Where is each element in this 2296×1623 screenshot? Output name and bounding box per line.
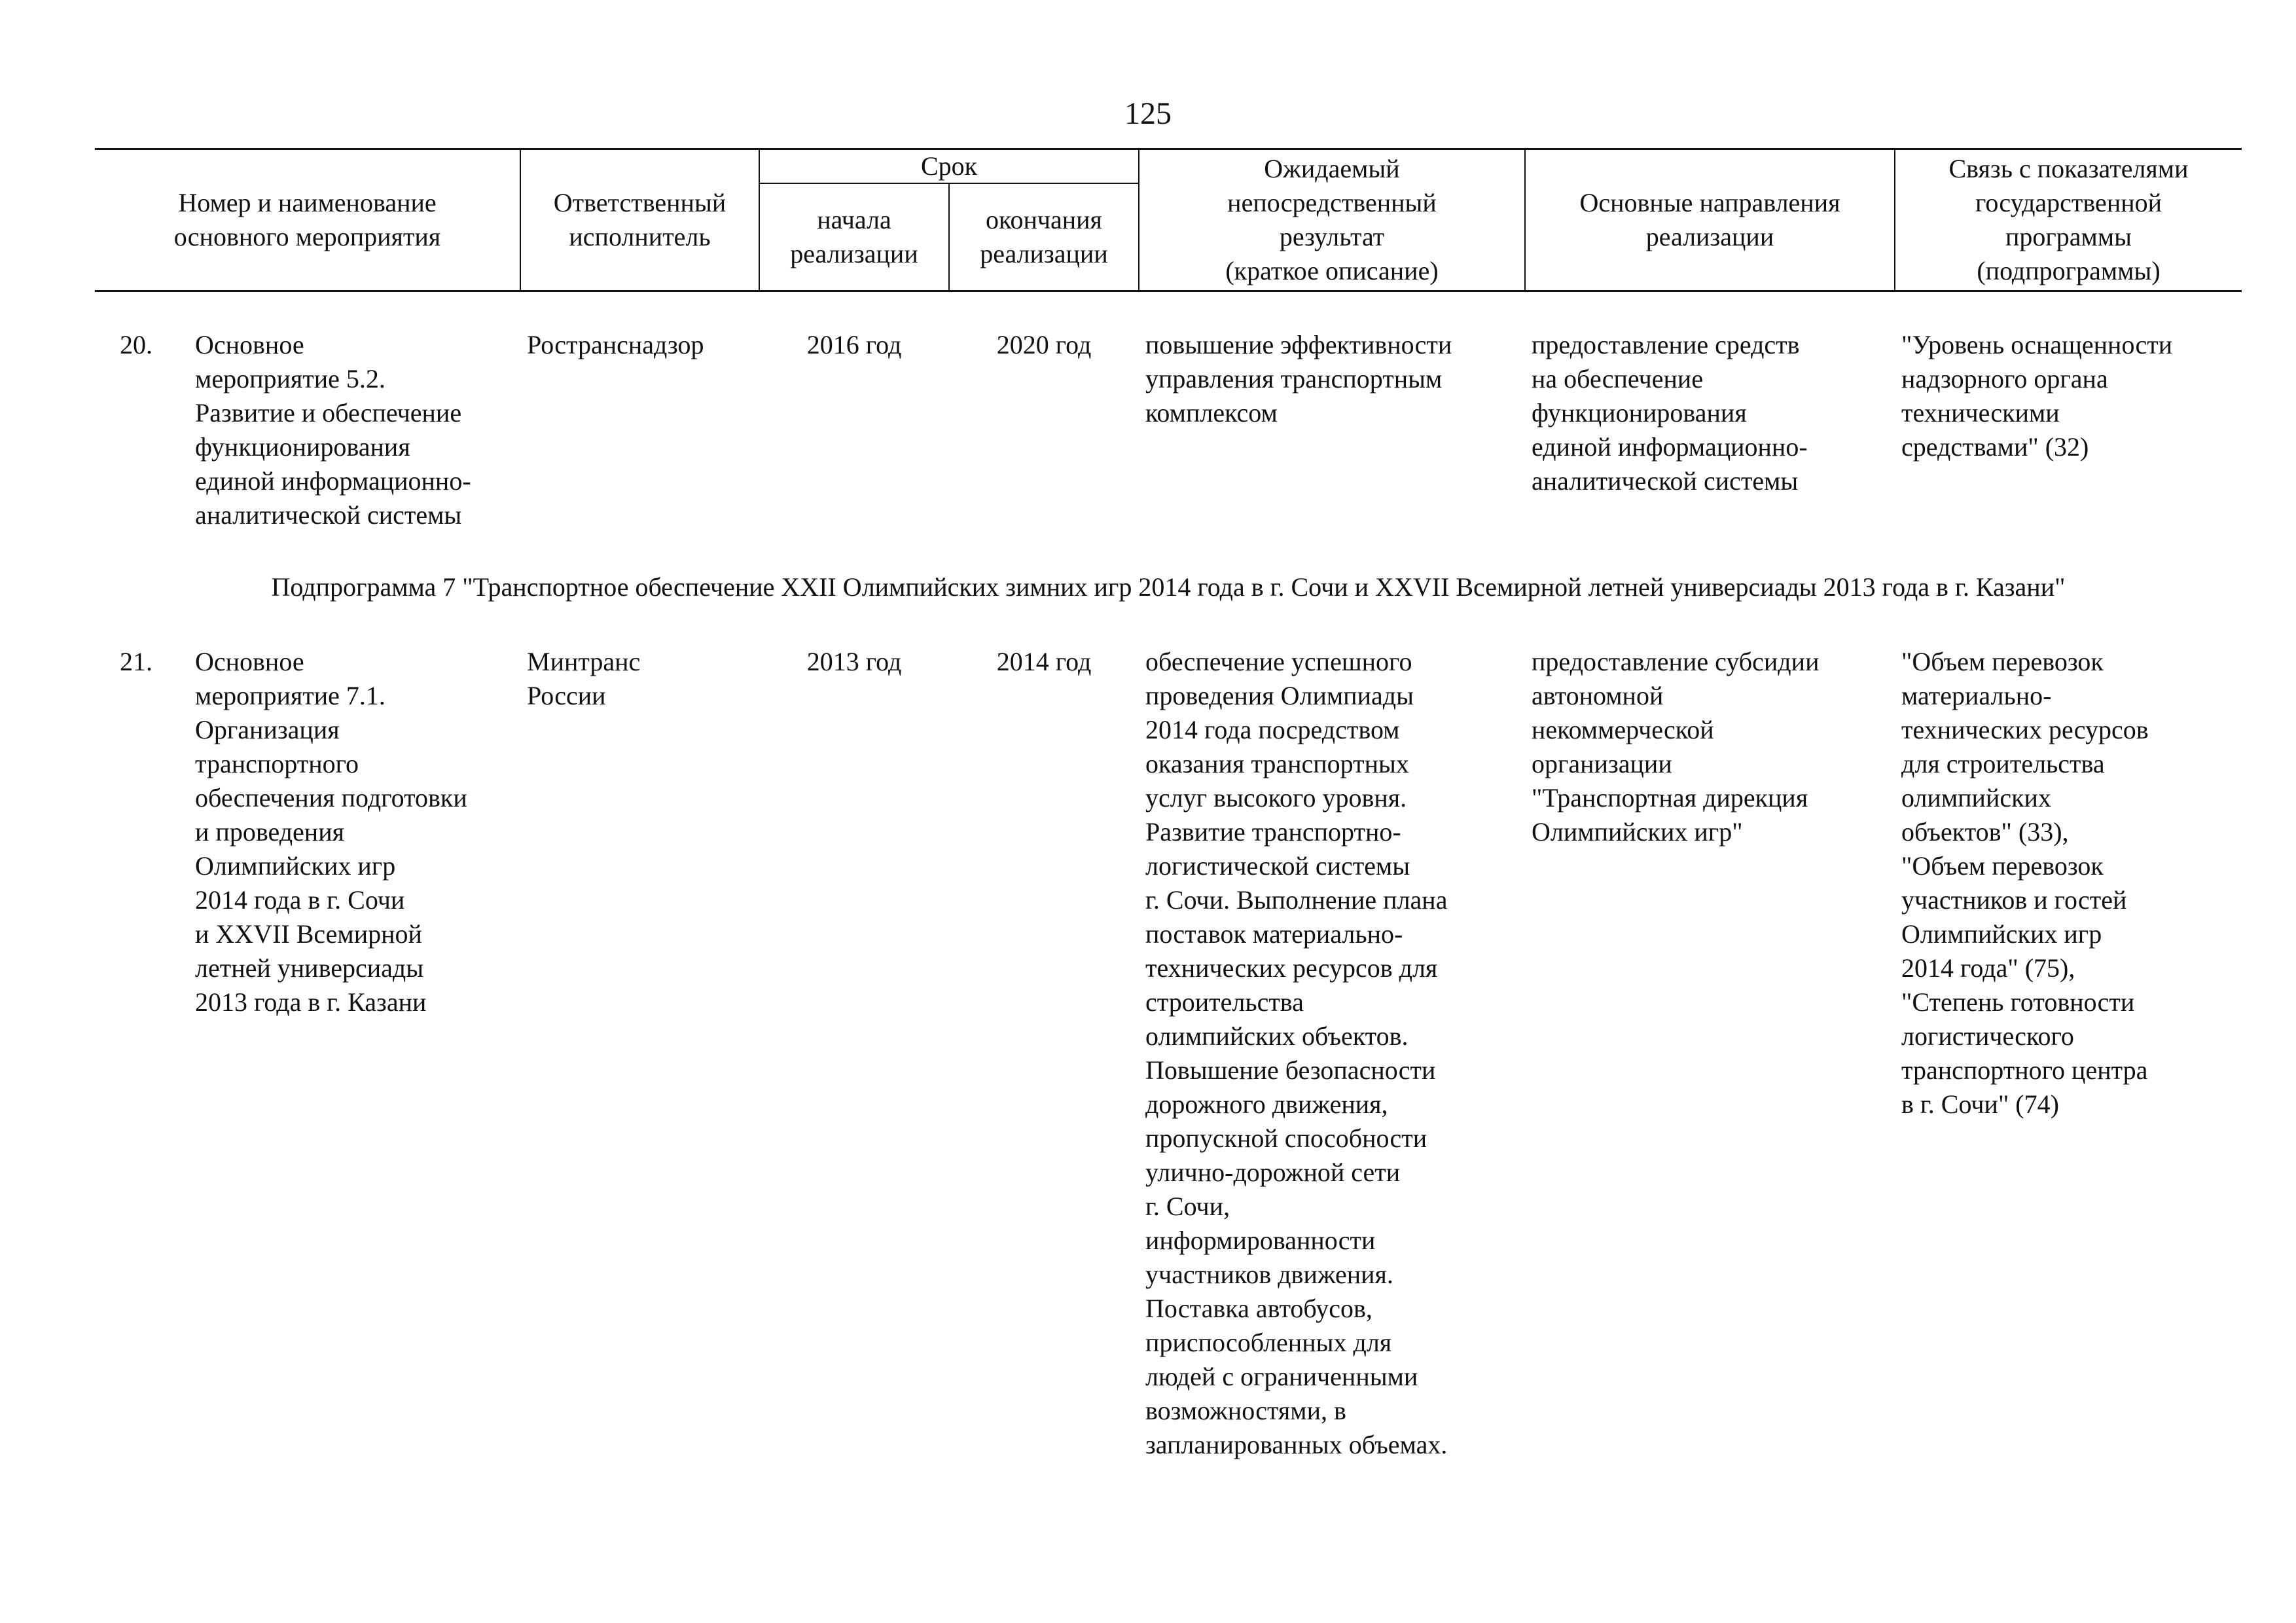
measure-name: Основное мероприятие 5.2. Развитие и обеспечение функционирования единой информационно- аналитической системы <box>195 330 471 530</box>
header-expected-result: Ожидаемый непосредственный результат (краткое описание) <box>1139 149 1525 291</box>
executor: Минтранс России <box>527 647 641 710</box>
measure-name-cell <box>95 645 520 1476</box>
page-number: 125 <box>1124 96 1172 131</box>
table-row <box>95 645 2242 1476</box>
row-number: 21. <box>120 647 152 676</box>
expected-result: повышение эффективности управления транспортным комплексом <box>1145 330 1452 428</box>
header-measure-name: Номер и наименование основного мероприятия <box>95 149 520 291</box>
header-main-directions: Основные направления реализации <box>1525 149 1895 291</box>
executor: Ространснадзор <box>527 330 704 359</box>
row-number: 20. <box>120 330 152 359</box>
header-period: Срок <box>759 149 1139 184</box>
main-directions: предоставление субсидии автономной некоммерческой организации "Транспортная дирекция Олимпийских игр" <box>1532 647 1820 847</box>
main-directions: предоставление средств на обеспечение функционирования единой информационно- аналитической системы <box>1532 330 1808 496</box>
start-year: 2016 год <box>806 330 902 359</box>
end-year: 2020 год <box>996 330 1092 359</box>
header-start: начала реализации <box>759 183 949 291</box>
subprogram-row <box>95 547 2242 645</box>
indicator-link: "Объем перевозок материально- технических ресурсов для строительства олимпийских объектов" (33), "Объем перевозок участников и гостей Олимпийских игр 2014 года" (75), "Степень готовности логистического транспортного центра в г. Сочи" (74) <box>1901 647 2149 1119</box>
header-executor: Ответственный исполнитель <box>520 149 759 291</box>
expected-result: обеспечение успешного проведения Олимпиады 2014 года посредством оказания транспортных услуг высокого уровня. Развитие транспортно- логистической системы г. Сочи. Выполнение плана поставок материально- технических ресурсов для строительства олимпийских объектов. Повышение безопасности дорожного движения, пропускной способности улично-дорожной сети г. Сочи, информированности участников движения. Поставка автобусов, приспособленных для людей с ограниченными возможностями, в запланированных объемах. <box>1145 647 1448 1459</box>
header-end: окончания реализации <box>949 183 1139 291</box>
measure-name: Основное мероприятие 7.1. Организация транспортного обеспечения подготовки и проведения Олимпийских игр 2014 года в г. Сочи и XXVII Всемирной летней универсиады 2013 года в г. Казани <box>195 647 467 1017</box>
measure-name-cell <box>95 328 520 547</box>
indicator-link: "Уровень оснащенности надзорного органа техническими средствами" (32) <box>1901 330 2173 462</box>
subprogram-title: Подпрограмма 7 "Транспортное обеспечение XXII Олимпийских зимних игр 2014 года в г. Сочи и XXVII Всемирной летней универсиады 2013 года в г. Казани" <box>271 572 2066 602</box>
measures-table <box>95 148 2242 1476</box>
header-indicator-link: Связь с показателями государственной программы (подпрограммы) <box>1895 149 2242 291</box>
table-row <box>95 328 2242 547</box>
start-year: 2013 год <box>806 647 902 676</box>
end-year: 2014 год <box>996 647 1092 676</box>
